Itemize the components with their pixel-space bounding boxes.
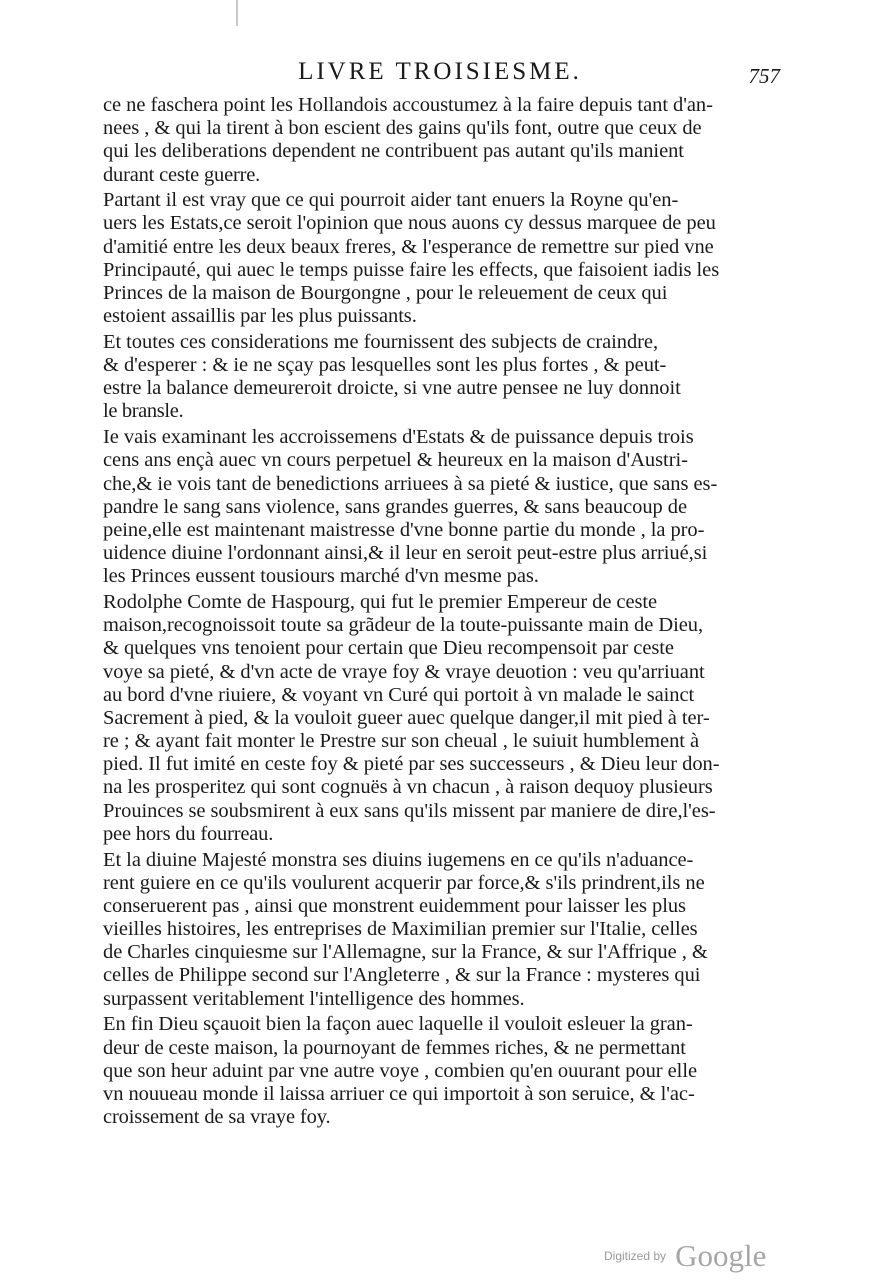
- text-line: che,& ie vois tant de benedictions arriuees à sa pieté & iustice, que sans es-: [103, 472, 718, 495]
- text-line: vn nouueau monde il laissa arriuer ce qui importoit à son seruice, & l'ac-: [103, 1082, 695, 1105]
- text-line: En fin Dieu sçauoit bien la façon auec laquelle il vouloit esleuer la gran-: [103, 1013, 693, 1036]
- text-line: Partant il est vray que ce qui pourroit aider tant enuers la Royne qu'en-: [103, 189, 679, 212]
- text-line: qui les deliberations dependent ne contribuent pas autant qu'ils manient: [103, 140, 684, 163]
- text-line: celles de Philippe second sur l'Angleterre , & sur la France : mysteres qui: [103, 964, 701, 987]
- text-line: uers les Estats,ce seroit l'opinion que nous auons cy dessus marquee de peu: [103, 212, 716, 235]
- paragraph: [103, 426, 791, 588]
- text-line: na les prosperitez qui sont cognuës à vn chacun , à raison dequoy plusieurs: [103, 776, 713, 799]
- text-line: & quelques vns tenoient pour certain que Dieu recompensoit par ceste: [103, 637, 674, 660]
- paragraph: [103, 94, 791, 187]
- text-line: estoient assaillis par les plus puissants.: [103, 305, 417, 328]
- text-line: les Princes eussent tousiours marché d'vn mesme pas.: [103, 565, 539, 588]
- text-line: le bransle.: [103, 400, 184, 423]
- text-line: surpassent veritablement l'intelligence des hommes.: [103, 987, 525, 1010]
- text-line: au bord d'vne riuiere, & voyant vn Curé qui portoit à vn malade le sainct: [103, 683, 695, 706]
- scan-mark: [236, 0, 238, 26]
- paragraph: [103, 1013, 791, 1129]
- text-line: conseruerent pas , ainsi que monstrent euidemment pour laisser les plus: [103, 894, 686, 917]
- text-line: cens ans ençà auec vn cours perpetuel & heureux en la maison d'Austri-: [103, 449, 688, 472]
- text-line: durant ceste guerre.: [103, 163, 261, 186]
- text-line: estre la balance demeureroit droicte, si vne autre pensee ne luy donnoit: [103, 377, 681, 400]
- text-line: d'amitié entre les deux beaux freres, & l'esperance de remettre sur pied vne: [103, 235, 714, 258]
- text-line: de Charles cinquiesme sur l'Allemagne, sur la France, & sur l'Affrique , &: [103, 941, 708, 964]
- text-line: maison,recognoissoit toute sa grãdeur de la toute-puissante main de Dieu,: [103, 614, 704, 637]
- page-header: [100, 58, 780, 92]
- text-line: nees , & qui la tirent à bon escient des gains qu'ils font, outre que ceux de: [103, 117, 702, 140]
- watermark-label: Digitized by: [604, 1249, 667, 1263]
- text-line: Et toutes ces considerations me fournissent des subjects de craindre,: [103, 330, 659, 353]
- text-line: pandre le sang sans violence, sans grandes guerres, & sans beaucoup de: [103, 495, 688, 518]
- text-line: vieilles histoires, les entreprises de Maximilian premier sur l'Italie, celles: [103, 918, 698, 941]
- paragraph: [103, 849, 791, 1011]
- text-line: Princes de la maison de Bourgongne , pour le releuement de ceux qui: [103, 282, 668, 304]
- text-line: croissement de sa vraye foy.: [103, 1106, 331, 1129]
- text-line: & d'esperer : & ie ne sçay pas lesquelles sont les plus fortes , & peut-: [103, 354, 667, 377]
- text-line: Principauté, qui auec le temps puisse faire les effects, que faisoient iadis les: [103, 258, 720, 281]
- text-line: Rodolphe Comte de Haspourg, qui fut le premier Empereur de ceste: [103, 590, 658, 613]
- text-line: pee hors du fourreau.: [103, 822, 274, 845]
- text-line: pied. Il fut imité en ceste foy & pieté par ses successeurs , & Dieu leur don-: [103, 753, 720, 776]
- text-line: peine,elle est maintenant maistresse d'vne bonne partie du monde , la pro-: [103, 518, 705, 541]
- google-logo: Google: [675, 1238, 767, 1273]
- text-line: voye sa pieté, & d'vn acte de vraye foy & vraye deuotion : veu qu'arriuant: [103, 660, 705, 683]
- text-line: deur de ceste maison, la pournoyant de femmes riches, & ne permettant: [103, 1036, 686, 1059]
- text-line: Et la diuine Majesté monstra ses diuins iugemens en ce qu'ils n'aduance-: [103, 848, 694, 871]
- paragraph: [103, 189, 791, 328]
- text-line: ce ne faschera point les Hollandois accoustumez à la faire depuis tant d'an-: [103, 94, 713, 116]
- text-line: re ; & ayant fait monter le Prestre sur son cheual , le suiuit humblement à: [103, 730, 700, 753]
- running-head: LIVRE TROISIESME.: [298, 58, 582, 85]
- text-line: Prouinces se soubsmirent à eux sans qu'ils missent par maniere de dire,l'es-: [103, 799, 716, 822]
- paragraph: [103, 591, 791, 846]
- text-line: que son heur aduint par vne autre voye , combien qu'en ouurant pour elle: [103, 1059, 698, 1082]
- text-line: Ie vais examinant les accroissemens d'Estats & de puissance depuis trois: [103, 426, 694, 449]
- text-line: uidence diuine l'ordonnant ainsi,& il leur en seroit peut-estre plus arriué,si: [103, 542, 708, 565]
- text-line: Sacrement à pied, & la vouloit gueer auec quelque danger,il mit pied à ter-: [103, 706, 710, 729]
- digitized-watermark: [604, 1238, 864, 1278]
- text-line: rent guiere en ce qu'ils voulurent acquerir par force,& s'ils prindrent,ils ne: [103, 871, 705, 894]
- body-text: [103, 94, 791, 1129]
- page-number: 757: [748, 64, 780, 88]
- paragraph: [103, 331, 791, 424]
